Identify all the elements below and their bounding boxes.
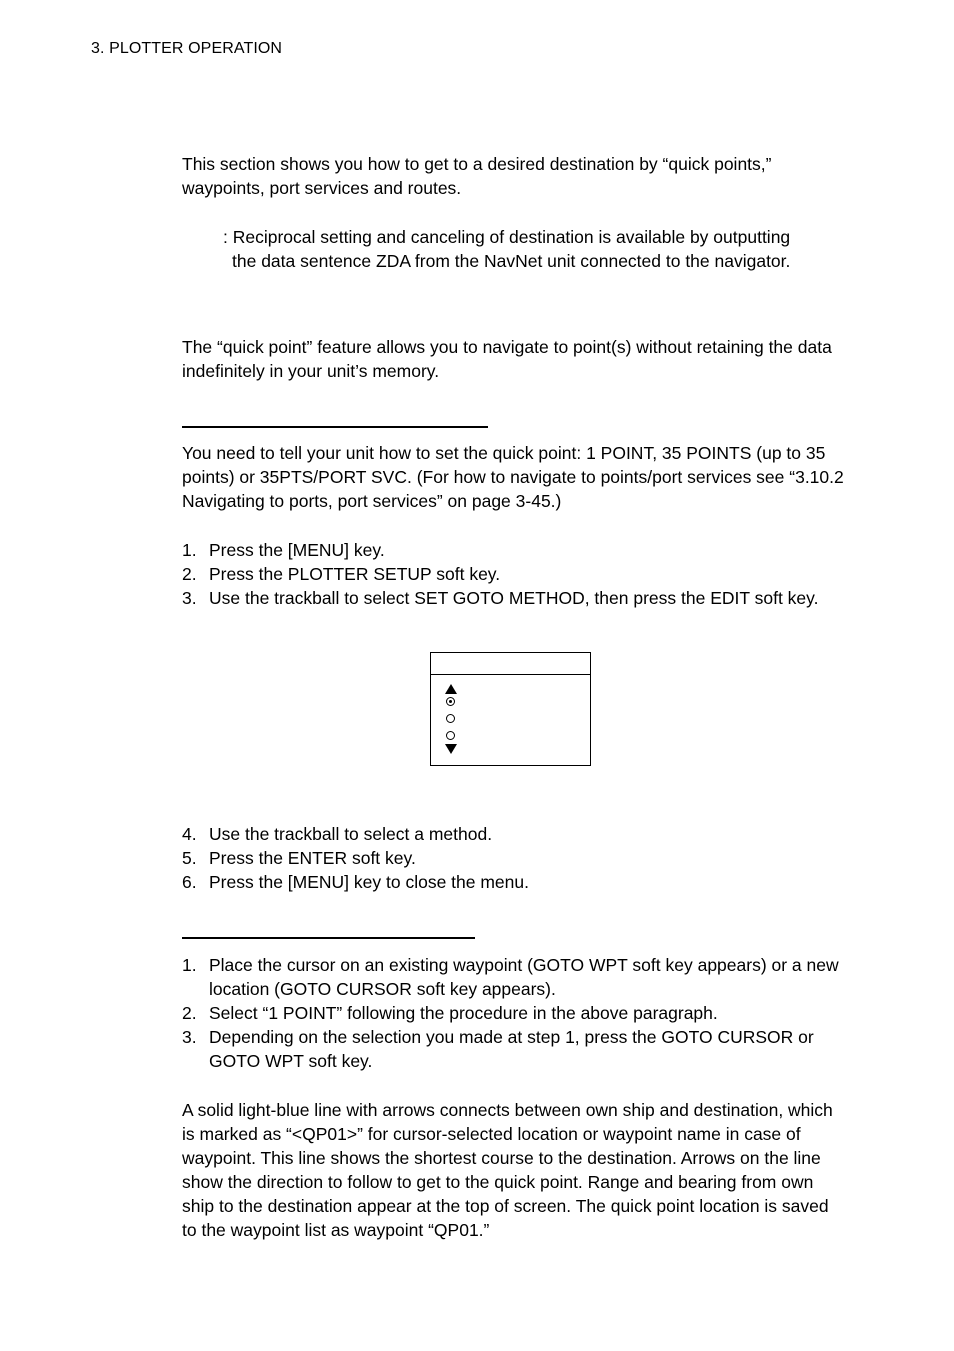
- step-text: Press the [MENU] key.: [209, 540, 385, 560]
- goto-method-steps-continued: [182, 822, 842, 894]
- goto-method-menu-window: [430, 652, 591, 766]
- list-item: [182, 538, 842, 562]
- list-item: [182, 953, 846, 1001]
- menu-title-bar: [431, 653, 590, 675]
- chapter-header: 3. PLOTTER OPERATION: [91, 40, 283, 57]
- goto-method-steps: [182, 538, 842, 610]
- note-line-1: : Reciprocal setting and canceling of destination is available by outputting: [223, 227, 791, 247]
- radio-option-3[interactable]: [446, 731, 455, 740]
- list-item: [182, 1025, 846, 1073]
- list-item: [182, 822, 842, 846]
- radio-option-2[interactable]: [446, 714, 455, 723]
- step-text: Select “1 POINT” following the procedure in the above paragraph.: [209, 1003, 718, 1023]
- step-text: Use the trackball to select a method.: [209, 824, 493, 844]
- step-number: 1.: [182, 955, 197, 975]
- step-number: 5.: [182, 848, 197, 868]
- quick-point-result-paragraph: A solid light-blue line with arrows connects between own ship and destination, which is marked as “<QP01>” for cursor-selected location or waypoint name in case of waypoint. This line shows the shortest course to the destination. Arrows on the line show the direction to follow to get to the quick point. Range and bearing from own ship to the destination appear at the top of screen. The quick point location is saved to the waypoint list as waypoint “QP01.”: [182, 1100, 833, 1240]
- step-text: Press the ENTER soft key.: [209, 848, 416, 868]
- step-text: Press the PLOTTER SETUP soft key.: [209, 564, 501, 584]
- radio-option-1[interactable]: [446, 697, 455, 706]
- section-heading-rule: [182, 426, 488, 428]
- step-number: 3.: [182, 1027, 197, 1047]
- step-text: Use the trackball to select SET GOTO METHOD, then press the EDIT soft key.: [209, 588, 819, 608]
- section-heading-rule: [182, 937, 475, 939]
- step-text: Place the cursor on an existing waypoint (GOTO WPT soft key appears) or a new location (GOTO CURSOR soft key appears).: [209, 955, 839, 999]
- note-block: [223, 225, 843, 273]
- step-number: 2.: [182, 564, 197, 584]
- triangle-up-icon[interactable]: [445, 684, 457, 694]
- list-item: [182, 846, 842, 870]
- step-text: Depending on the selection you made at step 1, press the GOTO CURSOR or GOTO WPT soft key.: [209, 1027, 814, 1071]
- step-number: 2.: [182, 1003, 197, 1023]
- goto-method-paragraph: You need to tell your unit how to set the quick point: 1 POINT, 35 POINTS (up to 35 points) or 35PTS/PORT SVC. (For how to navigate to points/port services see “3.10.2 Navigating to ports, port services” on page 3-45.): [182, 443, 844, 511]
- step-number: 3.: [182, 588, 197, 608]
- list-item: [182, 562, 842, 586]
- step-number: 1.: [182, 540, 197, 560]
- triangle-down-icon[interactable]: [445, 744, 457, 754]
- note-line-2: the data sentence ZDA from the NavNet unit connected to the navigator.: [232, 251, 791, 271]
- step-number: 6.: [182, 872, 197, 892]
- quick-point-paragraph: The “quick point” feature allows you to navigate to point(s) without retaining the data indefinitely in your unit’s memory.: [182, 337, 832, 381]
- one-point-steps: [182, 953, 846, 1073]
- list-item: [182, 870, 842, 894]
- step-number: 4.: [182, 824, 197, 844]
- step-text: Press the [MENU] key to close the menu.: [209, 872, 529, 892]
- intro-paragraph: This section shows you how to get to a desired destination by “quick points,” waypoints, port services and routes.: [182, 154, 772, 198]
- list-item: [182, 586, 842, 610]
- list-item: [182, 1001, 846, 1025]
